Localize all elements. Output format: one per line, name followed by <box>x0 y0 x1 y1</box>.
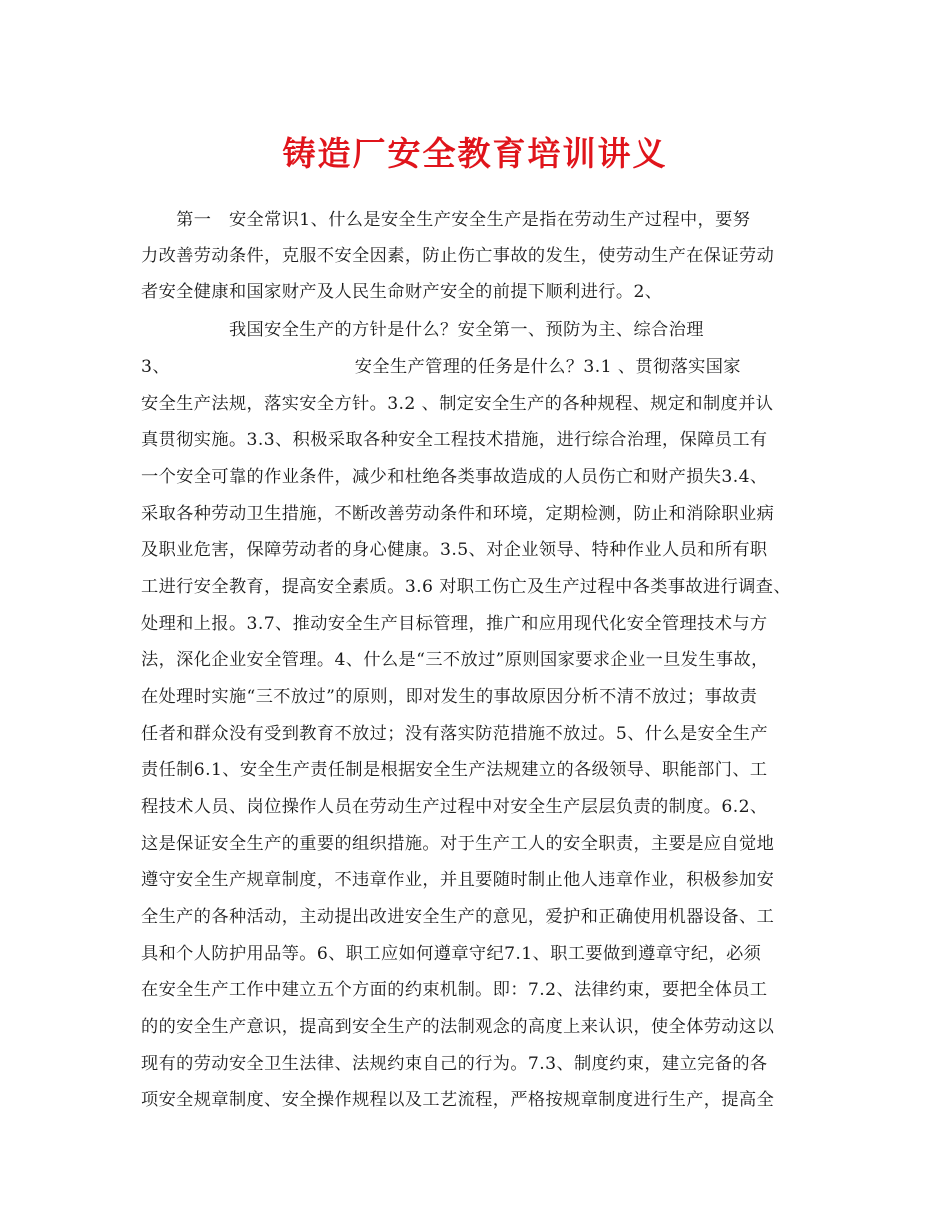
body-line: 法，深化企业安全管理。4、什么是“三不放过”原则国家要求企业一旦发生事故， <box>141 650 769 670</box>
body-line: 我国安全生产的方针是什么？安全第一、预防为主、综合治理 <box>141 320 704 340</box>
body-line: 安全生产法规，落实安全方针。3.2 、制定安全生产的各种规程、规定和制度并认 <box>141 394 774 414</box>
body-line: 真贯彻实施。3.3、积极采取各种安全工程技术措施，进行综合治理，保障员工有 <box>141 430 768 450</box>
body-line: 3、 安全生产管理的任务是什么？3.1 、贯彻落实国家 <box>141 357 741 377</box>
body-line: 全生产的各种活动，主动提出改进安全生产的意见，爱护和正确使用机器设备、工 <box>141 907 775 927</box>
body-line: 在安全生产工作中建立五个方面的约束机制。即：7.2、法律约束，要把全体员工 <box>141 980 768 1000</box>
body-line: 处理和上报。3.7、推动安全生产目标管理，推广和应用现代化安全管理技术与方 <box>141 614 768 634</box>
body-line: 在处理时实施“三不放过”的原则，即对发生的事故原因分析不清不放过；事故责 <box>141 687 758 707</box>
body-line: 这是保证安全生产的重要的组织措施。对于生产工人的安全职责，主要是应自觉地 <box>141 834 775 854</box>
body-line: 遵守安全生产规章制度，不违章作业，并且要随时制止他人违章作业，积极参加安 <box>141 870 775 890</box>
body-line: 责任制6.1、安全生产责任制是根据安全生产法规建立的各级领导、职能部门、工 <box>141 760 768 780</box>
body-line: 现有的劳动安全卫生法律、法规约束自己的行为。7.3、制度约束，建立完备的各 <box>141 1054 768 1074</box>
document-title: 铸造厂安全教育培训讲义 <box>282 134 668 173</box>
body-line: 任者和群众没有受到教育不放过；没有落实防范措施不放过。5、什么是安全生产 <box>141 724 768 744</box>
body-line: 程技术人员、岗位操作人员在劳动生产过程中对安全生产层层负责的制度。6.2、 <box>141 797 768 817</box>
body-line: 采取各种劳动卫生措施，不断改善劳动条件和环境，定期检测，防止和消除职业病 <box>141 504 775 524</box>
body-line: 具和个人防护用品等。6、职工应如何遵章守纪7.1、职工要做到遵章守纪，必须 <box>141 944 762 964</box>
body-line: 工进行安全教育，提高安全素质。3.6 对职工伤亡及生产过程中各类事故进行调查、 <box>141 577 791 597</box>
body-line: 的的安全生产意识，提高到安全生产的法制观念的高度上来认识，使全体劳动这以 <box>141 1017 775 1037</box>
body-line: 第一 安全常识1、什么是安全生产安全生产是指在劳动生产过程中，要努 <box>141 210 751 230</box>
body-line: 项安全规章制度、安全操作规程以及工艺流程，严格按规章制度进行生产，提高全 <box>141 1090 775 1110</box>
body-line: 者安全健康和国家财产及人民生命财产安全的前提下顺利进行。2、 <box>141 282 663 302</box>
body-line: 力改善劳动条件，克服不安全因素，防止伤亡事故的发生，使劳动生产在保证劳动 <box>141 246 775 266</box>
body-line: 及职业危害，保障劳动者的身心健康。3.5、对企业领导、特种作业人员和所有职 <box>141 540 768 560</box>
body-line: 一个安全可靠的作业条件，减少和杜绝各类事故造成的人员伤亡和财产损失3.4、 <box>141 467 768 487</box>
